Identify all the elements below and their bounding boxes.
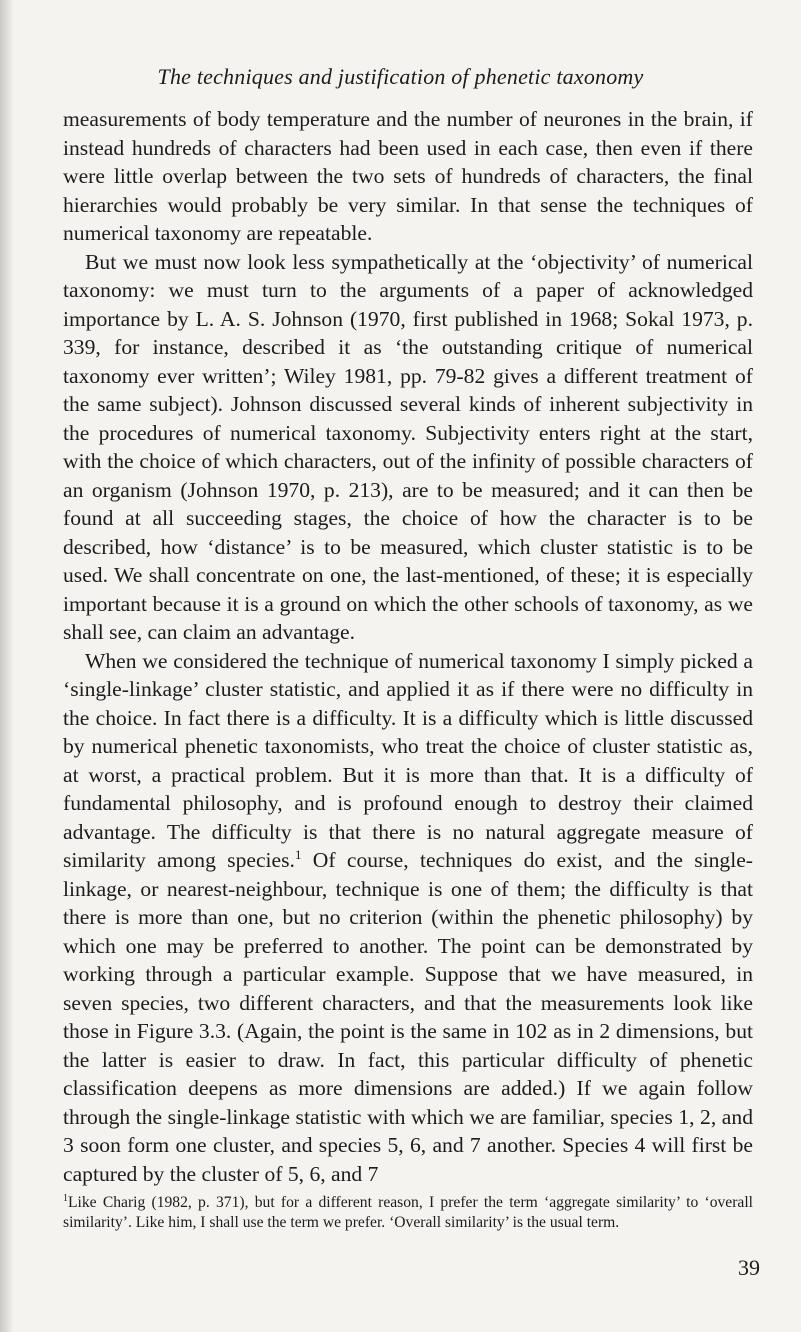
paragraph-3-text: When we considered the technique of numerical taxonomy I simply picked a ‘single-linkage’ cluster statistic, and applied it as if there were no difficulty in the choice. In fact there is a difficulty. It is a difficulty which is little discussed by numerical phenetic taxonomists, who treat the choice of cluster statistic as, at worst, a practical problem. But it is more than that. It is a difficulty of fundamental philosophy, and is profound enough to destroy their claimed advantage. The difficulty is that there is no natural aggregate measure of similarity among species. <box>63 648 753 872</box>
footnote-marker: 1 <box>63 1192 68 1204</box>
body-text <box>63 105 753 1188</box>
paragraph-3-continuation: Of course, techniques do exist, and the single-linkage, or nearest-neighbour, technique is one of them; the difficulty is that there is more than one, but no criterion (within the phenetic philosophy) by which one may be preferred to another. The point can be demonstrated by working through a particular example. Suppose that we have measured, in seven species, two different characters, and that the measurements look like those in Figure 3.3. (Again, the point is the same in 102 as in 2 dimensions, but the latter is easier to draw. In fact, this particular difficulty of phenetic classification deepens as more dimensions are added.) If we again follow through the single-linkage statistic with which we are familiar, species 1, 2, and 3 soon form one cluster, and species 5, 6, and 7 another. Species 4 will first be captured by the cluster of 5, 6, and 7 <box>63 848 753 1186</box>
footnote <box>63 1193 753 1233</box>
paragraph-3 <box>63 647 753 1189</box>
page-gutter-shadow <box>0 0 14 1332</box>
page-number: 39 <box>738 1255 760 1280</box>
footnote-text: Like Charig (1982, p. 371), but for a different reason, I prefer the term ‘aggregate similarity’ to ‘overall similarity’. Like him, I shall use the term we prefer. ‘Overall similarity’ is the usual term. <box>63 1194 753 1231</box>
footnote-1 <box>63 1193 753 1233</box>
running-header: The techniques and justification of phenetic taxonomy <box>157 64 644 89</box>
paragraph-2: But we must now look less sympathetically at the ‘objectivity’ of numerical taxonomy: we must turn to the arguments of a paper of acknowledged importance by L. A. S. Johnson (1970, first published in 1968; Sokal 1973, p. 339, for instance, described it as ‘the outstanding critique of numerical taxonomy ever written’; Wiley 1981, pp. 79-82 gives a different treatment of the same subject). Johnson discussed several kinds of inherent subjectivity in the procedures of numerical taxonomy. Subjectivity enters right at the start, with the choice of which characters, out of the infinity of possible characters of an organism (Johnson 1970, p. 213), are to be measured; and it can then be found at all succeeding stages, the choice of how the character is to be described, how ‘distance’ is to be measured, which cluster statistic is to be used. We shall concentrate on one, the last-mentioned, of these; it is especially important because it is a ground on which the other schools of taxonomy, as we shall see, can claim an advantage. <box>63 249 753 644</box>
paragraph-1: measurements of body temperature and the number of neurones in the brain, if instead hundreds of characters had been used in each case, then even if there were little overlap between the two sets of hundreds of characters, the final hierarchies would probably be very similar. In that sense the techniques of numerical taxonomy are repeatable. <box>63 107 753 245</box>
footnote-reference: 1 <box>294 846 302 862</box>
